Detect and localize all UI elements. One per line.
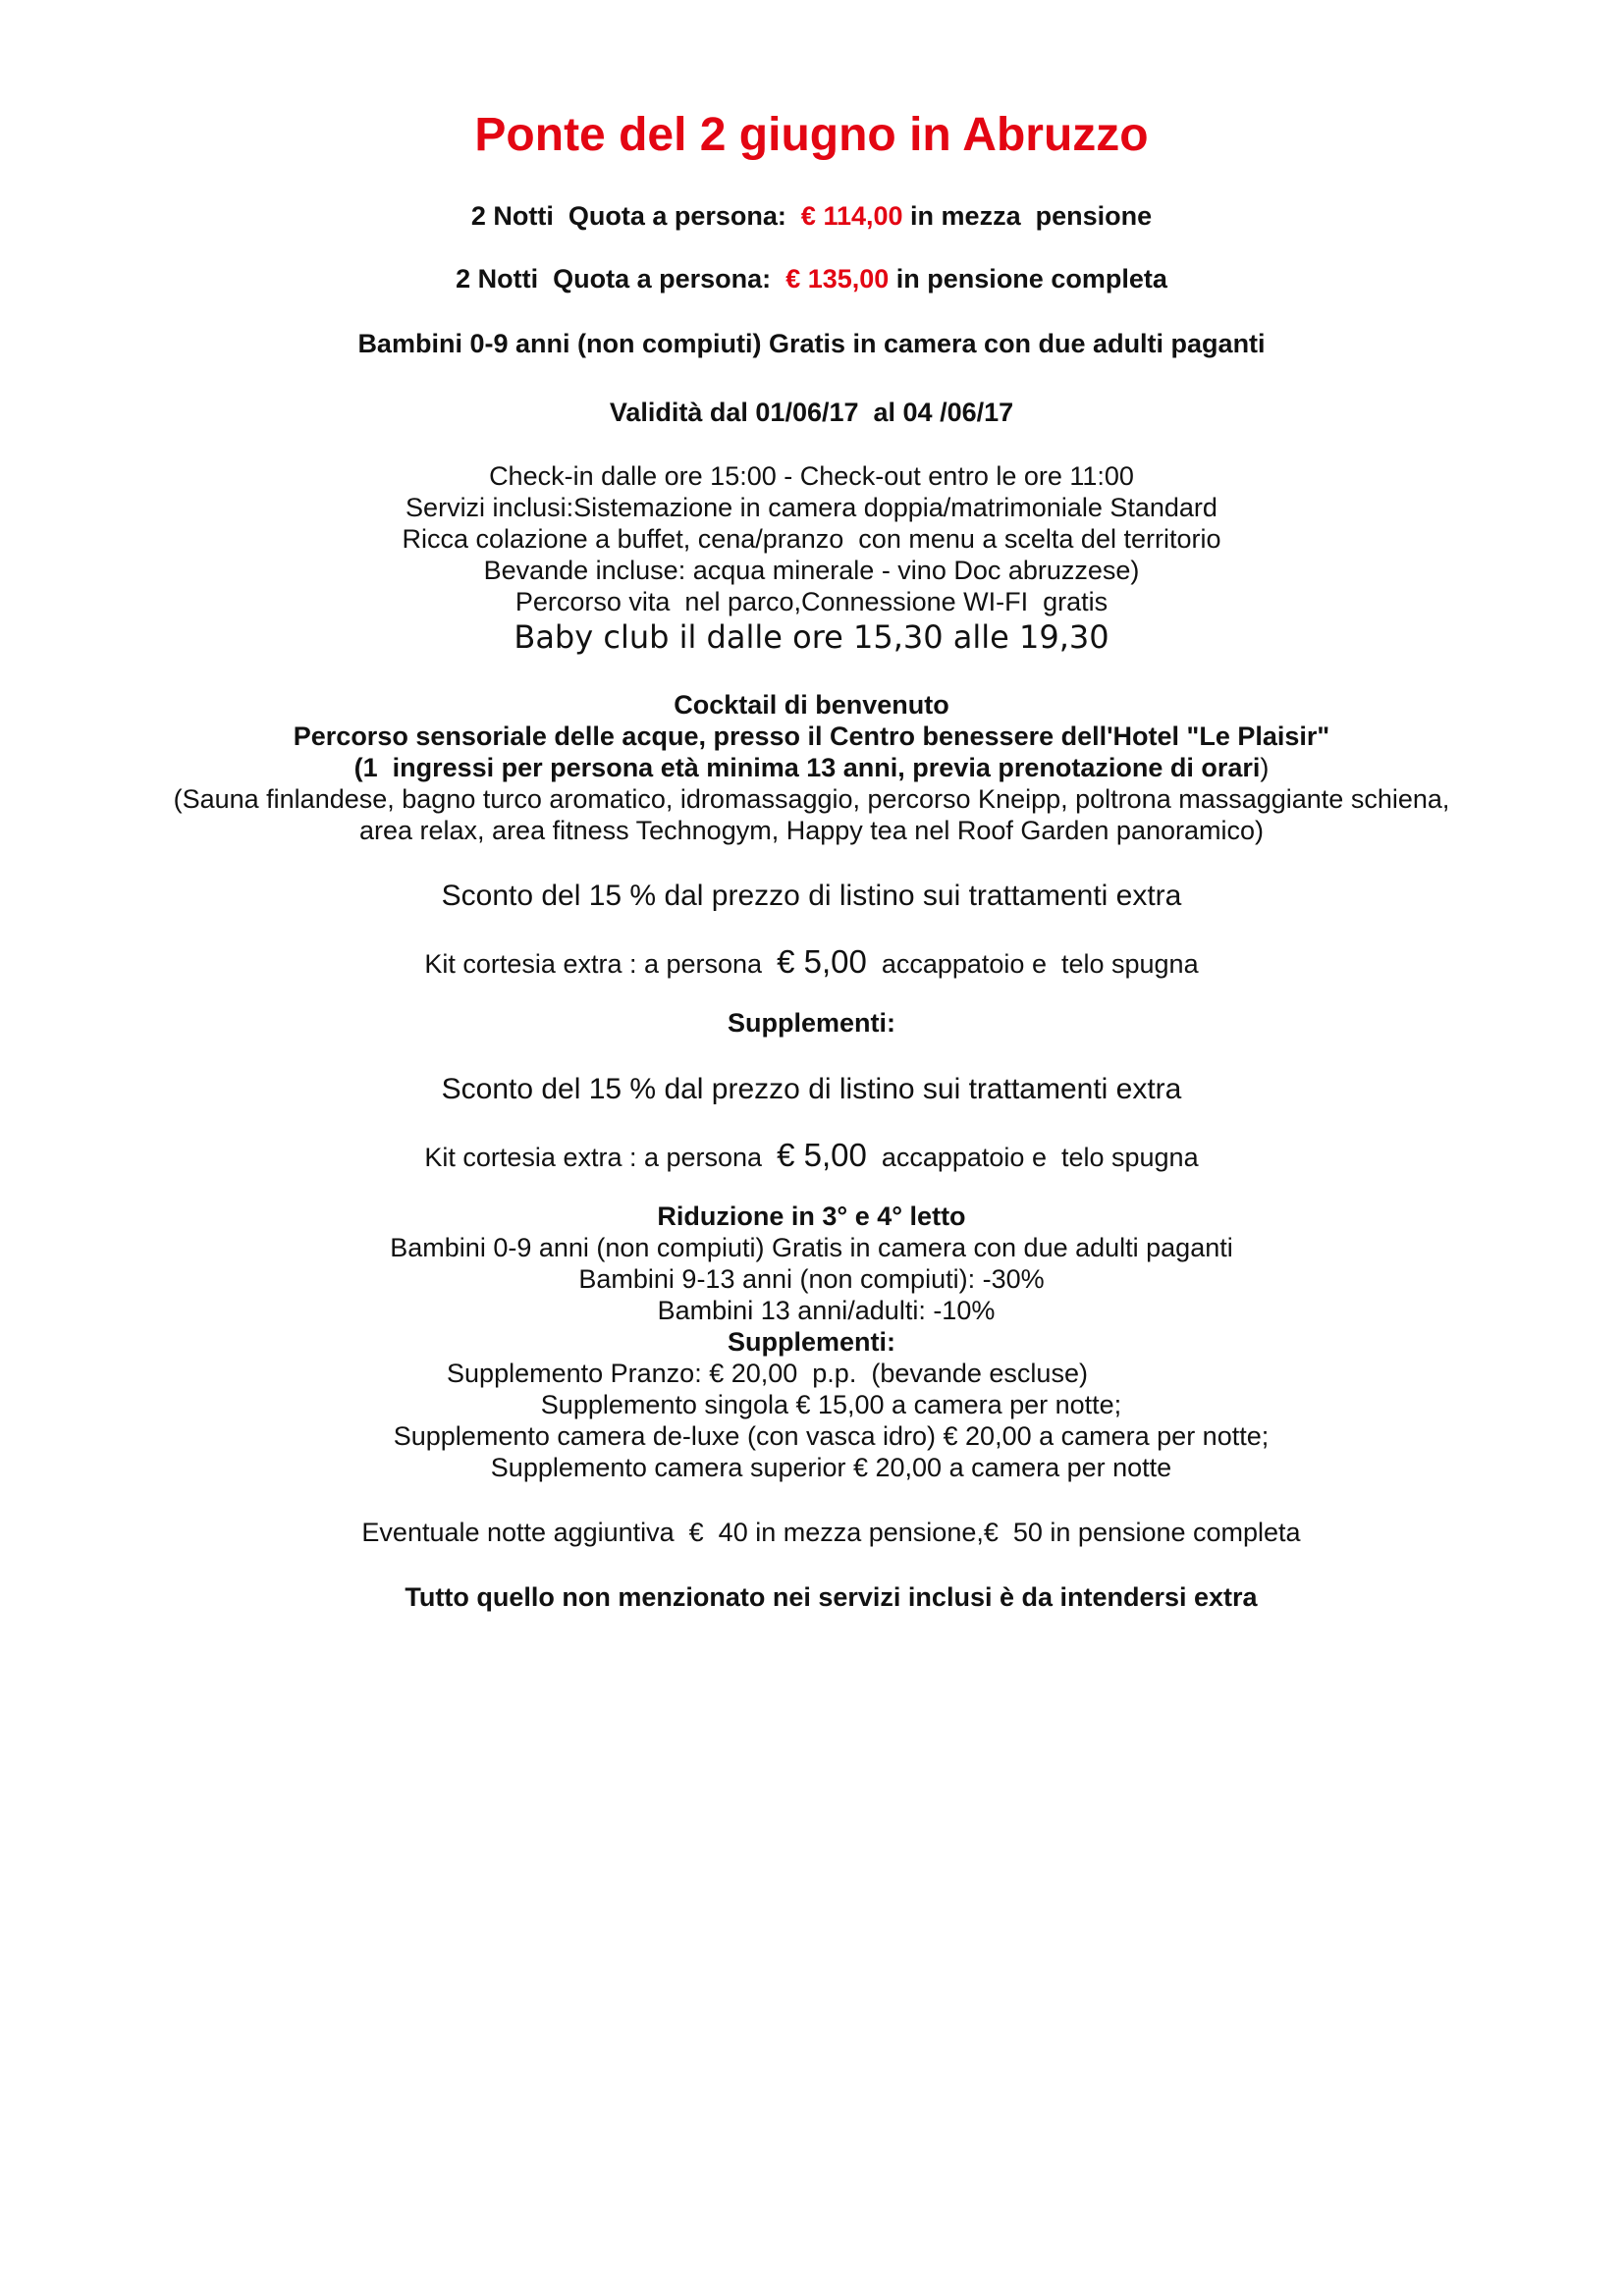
service-line: Check-in dalle ore 15:00 - Check-out entro le ore 11:00 [489,461,1134,491]
service-line: Ricca colazione a buffet, cena/pranzo con menu a scelta del territorio [402,524,1221,554]
page-title: Ponte del 2 giugno in Abruzzo [474,109,1149,161]
reduction-item: Bambini 0-9 anni (non compiuti) Gratis in camera con due adulti paganti [390,1233,1233,1262]
discount-note: Sconto del 15 % dal prezzo di listino sui trattamenti extra [441,880,1182,912]
price-board-type: in pensione completa [889,264,1167,294]
baby-club-hours: Baby club il dalle ore 15,30 alle 19,30 [514,618,1109,656]
supplement-item: Supplemento singola € 15,00 a camera per notte; [540,1390,1122,1419]
wellness-path: Percorso sensoriale delle acque, presso il Centro benessere dell'Hotel "Le Plaisir" [293,721,1330,751]
kit-label: Kit cortesia extra : a persona [424,949,778,979]
supplement-item: Supplemento camera superior € 20,00 a camera per notte [490,1453,1172,1482]
kit-amount: € 5,00 [777,1137,867,1173]
wellness-entries [0,755,1623,781]
discount-note: Sconto del 15 % dal prezzo di listino sui trattamenti extra [441,1073,1182,1105]
kit-amount: € 5,00 [777,943,867,980]
kit-items: accappatoio e telo spugna [866,949,1199,979]
reduction-item: Bambini 9-13 anni (non compiuti): -30% [578,1264,1045,1294]
children-free-note: Bambini 0-9 anni (non compiuti) Gratis in camera con due adulti paganti [357,329,1266,358]
kit-label: Kit cortesia extra : a persona [424,1143,778,1172]
price-half-board [0,203,1623,230]
supplement-item: Supplemento Pranzo: € 20,00 p.p. (bevande escluse) [447,1359,1088,1388]
supplements-heading: Supplementi: [727,1327,895,1357]
extra-night-price: Eventuale notte aggiuntiva € 40 in mezza pensione,€ 50 in pensione completa [361,1518,1301,1547]
courtesy-kit [0,1139,1623,1171]
supplements-heading: Supplementi: [727,1008,895,1038]
reduction-item: Bambini 13 anni/adulti: -10% [657,1296,996,1325]
price-amount: € 114,00 [800,201,903,231]
price-full-board [0,266,1623,293]
price-board-type: in mezza pensione [902,201,1153,231]
wellness-details: (Sauna finlandese, bagno turco aromatico, idromassaggio, percorso Kneipp, poltrona massaggiante schiena, [173,784,1450,814]
extras-disclaimer: Tutto quello non menzionato nei servizi inclusi è da intendersi extra [405,1582,1258,1612]
courtesy-kit [0,945,1623,978]
service-line: Percorso vita nel parco,Connessione WI-FI gratis [514,587,1109,616]
welcome-cocktail: Cocktail di benvenuto [674,690,949,720]
wellness-entries-text: (1 ingressi per persona età minima 13 anni, previa prenotazione di orari [353,753,1261,782]
price-label: 2 Notti Quota a persona: [456,264,786,294]
service-line: Servizi inclusi:Sistemazione in camera doppia/matrimoniale Standard [406,493,1217,522]
service-line: Bevande incluse: acqua minerale - vino Doc abruzzese) [483,556,1140,585]
reduction-heading: Riduzione in 3° e 4° letto [657,1201,966,1231]
wellness-details: area relax, area fitness Technogym, Happy tea nel Roof Garden panoramico) [358,816,1264,845]
kit-items: accappatoio e telo spugna [866,1143,1199,1172]
validity-dates: Validità dal 01/06/17 al 04 /06/17 [609,398,1014,427]
price-amount: € 135,00 [785,264,890,294]
supplement-item: Supplemento camera de-luxe (con vasca idro) € 20,00 a camera per notte; [393,1421,1270,1451]
price-label: 2 Notti Quota a persona: [470,201,801,231]
wellness-entries-close: ) [1260,753,1270,782]
